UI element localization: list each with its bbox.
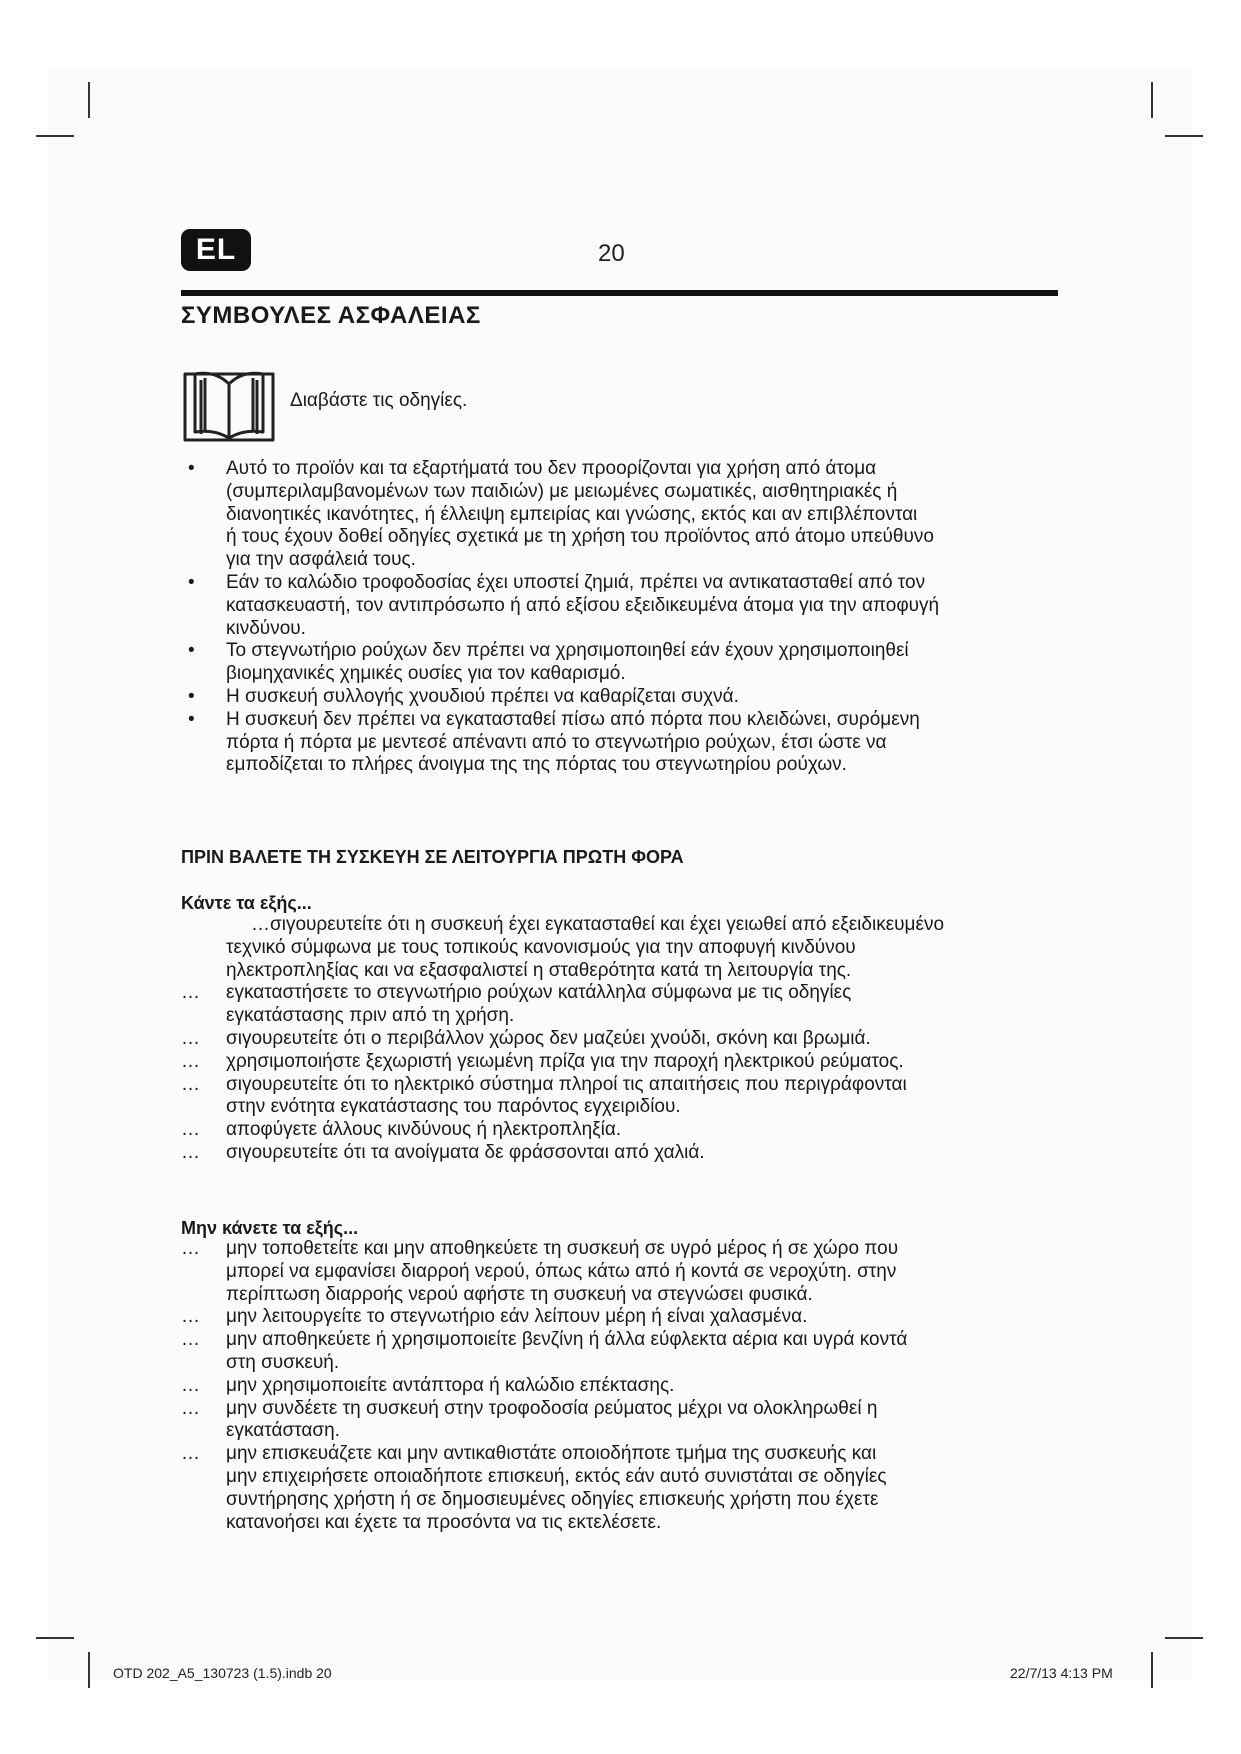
list-item-line: μην χρησιμοποιείτε αντάπτορα ή καλώδιο επέκτασης.: [226, 1374, 675, 1396]
list-item-line: ή τους έχουν δοθεί οδηγίες σχετικά με τη χρήση του προϊόντος από άτομο υπεύθυνο: [226, 526, 934, 548]
list-marker: …: [181, 1027, 200, 1049]
list-marker: •: [188, 685, 195, 707]
list-item-line: αποφύγετε άλλους κινδύνους ή ηλεκτροπληξία.: [226, 1119, 622, 1141]
open-book-icon: [183, 362, 275, 442]
list-item-line: μπορεί να εμφανίσει διαρροή νερού, όπως κάτω από ή κοντά σε νεροχύτη. στην: [226, 1260, 897, 1282]
list-item-line: κινδύνου.: [226, 617, 306, 639]
page-number: 20: [598, 240, 625, 267]
list-item-line: Η συσκευή συλλογής χνουδιού πρέπει να καθαρίζεται συχνά.: [226, 685, 739, 707]
list-item-line: κατασκευαστή, τον αντιπρόσωπο ή από εξίσου εξειδικευμένα άτομα για την αποφυγή: [226, 594, 940, 616]
list-item-line: περίπτωση διαρροής νερού αφήστε τη συσκευή να στεγνώσει φυσικά.: [226, 1283, 813, 1305]
do-heading: Κάντε τα εξής...: [181, 893, 312, 913]
crop-mark-top-right-h: [1165, 135, 1203, 137]
list-marker: •: [188, 458, 195, 479]
list-item: [181, 1238, 907, 1306]
list-item-line: Αυτό το προϊόν και τα εξαρτήματά του δεν προορίζονται για χρήση από άτομα: [226, 458, 877, 479]
list-item: [181, 1398, 907, 1444]
list-item: [181, 1329, 907, 1375]
list-item: [181, 572, 939, 640]
list-marker: •: [188, 640, 195, 662]
list-marker: …: [181, 1329, 200, 1351]
list-item-line: σιγουρευτείτε ότι ο περιβάλλον χώρος δεν μαζεύει χνούδι, σκόνη και βρωμιά.: [226, 1027, 871, 1049]
list-item-line: βιομηχανικές χημικές ουσίες για τον καθαρισμό.: [226, 663, 626, 685]
list-marker: …: [181, 1119, 200, 1141]
list-item-line: εγκατάστασης πριν από τη χρήση.: [226, 1005, 515, 1027]
list-item-line: ηλεκτροπληξίας και να εξασφαλιστεί η σταθερότητα κατά τη λειτουργία της.: [226, 959, 852, 981]
list-item-line: μην επιχειρήσετε οποιαδήποτε επισκευή, εκτός εάν αυτό συνιστάται σε οδηγίες: [226, 1465, 887, 1487]
footer-timestamp: 22/7/13 4:13 PM: [1010, 1665, 1113, 1681]
list-item-line: πόρτα ή πόρτα με μεντεσέ απέναντι από το στεγνωτήριο ρούχων, έτσι ώστε να: [226, 731, 887, 753]
list-item-line: διανοητικές ικανότητες, ή έλλειψη εμπειρίας και γνώσης, εκτός και αν επιβλέπονται: [226, 503, 918, 525]
crop-mark-top-left-h: [36, 135, 74, 137]
list-item: [181, 640, 939, 686]
list-marker: •: [188, 571, 195, 593]
crop-mark-top-left-v: [88, 82, 90, 118]
list-item-line: εμποδίζεται το πλήρες άνοιγμα της της πόρτας του στεγνωτηρίου ρούχων.: [226, 754, 847, 776]
list-marker: …: [181, 982, 200, 1004]
list-item-line: σιγουρευτείτε ότι τα ανοίγματα δε φράσσονται από χαλιά.: [226, 1141, 705, 1163]
list-item-line: μην λειτουργείτε το στεγνωτήριο εάν λείπουν μέρη ή είναι χαλασμένα.: [226, 1306, 808, 1328]
list-item: [181, 458, 939, 572]
list-marker: …: [181, 1374, 200, 1396]
list-marker: …: [181, 1397, 200, 1419]
list-marker: •: [188, 708, 195, 730]
list-item: [181, 982, 944, 1028]
first-use-title: ΠΡΙΝ ΒΑΛΕΤΕ ΤΗ ΣΥΣΚΕΥΗ ΣΕ ΛΕΙΤΟΥΡΓΙΑ ΠΡΩΤΗ ΦΟΡΑ: [181, 847, 684, 867]
list-item-line: μην συνδέετε τη συσκευή στην τροφοδοσία ρεύματος μέχρι να ολοκληρωθεί η: [226, 1397, 878, 1419]
read-instructions: Διαβάστε τις οδηγίες.: [290, 390, 468, 411]
list-marker: …: [181, 1443, 200, 1465]
list-item-line: μην αποθηκεύετε ή χρησιμοποιείτε βενζίνη ή άλλα εύφλεκτα αέρια και υγρά κοντά: [226, 1329, 908, 1351]
list-item-line: μην επισκευάζετε και μην αντικαθιστάτε οποιοδήποτε τμήμα της συσκευής και: [226, 1443, 877, 1465]
list-item-line: (συμπεριλαμβανομένων των παιδιών) με μειωμένες σωματικές, αισθητηριακές ή: [226, 480, 898, 502]
list-item-line: εγκατάσταση.: [226, 1420, 340, 1442]
do-list: [181, 914, 944, 1165]
list-item: [181, 914, 944, 982]
dont-heading: Μην κάνετε τα εξής...: [181, 1218, 359, 1238]
list-item: [181, 1074, 944, 1120]
list-marker: …: [181, 1238, 200, 1259]
crop-mark-bottom-right-v: [1151, 1652, 1153, 1688]
crop-mark-bottom-left-h: [36, 1637, 74, 1639]
list-marker: …: [181, 1306, 200, 1328]
list-item-line: μην τοποθετείτε και μην αποθηκεύετε τη συσκευή σε υγρό μέρος ή σε χώρο που: [226, 1238, 899, 1259]
list-marker: …: [181, 1073, 200, 1095]
list-item-line: κατανοήσει και έχετε τα προσόντα να τις εκτελέσετε.: [226, 1511, 662, 1533]
list-item: [181, 1375, 907, 1398]
list-item-line: …σιγουρευτείτε ότι η συσκευή έχει εγκατασταθεί και έχει γειωθεί από εξειδικευμένο: [251, 914, 945, 935]
list-item-line: Εάν το καλώδιο τροφοδοσίας έχει υποστεί ζημιά, πρέπει να αντικατασταθεί από τον: [226, 571, 926, 593]
list-item-line: για την ασφάλειά τους.: [226, 549, 416, 571]
list-item: [181, 1051, 944, 1074]
list-item: [181, 1142, 944, 1165]
language-badge: EL: [181, 229, 251, 271]
crop-mark-top-right-v: [1151, 82, 1153, 118]
list-item-line: Η συσκευή δεν πρέπει να εγκατασταθεί πίσω από πόρτα που κλειδώνει, συρόμενη: [226, 708, 920, 730]
header-rule: [181, 290, 1058, 296]
dont-list: [181, 1238, 907, 1534]
footer-file-info: OTD 202_A5_130723 (1.5).indb 20: [113, 1665, 332, 1681]
list-item-line: σιγουρευτείτε ότι το ηλεκτρικό σύστημα πληροί τις απαιτήσεις που περιγράφονται: [226, 1073, 907, 1095]
list-item-line: Το στεγνωτήριο ρούχων δεν πρέπει να χρησιμοποιηθεί εάν έχουν χρησιμοποιηθεί: [226, 640, 909, 662]
list-item-line: στη συσκευή.: [226, 1351, 340, 1373]
list-item: [181, 1443, 907, 1534]
list-item: [181, 686, 939, 709]
list-item-line: χρησιμοποιήστε ξεχωριστή γειωμένη πρίζα για την παροχή ηλεκτρικού ρεύματος.: [226, 1050, 904, 1072]
list-item: [181, 1306, 907, 1329]
list-marker: …: [181, 1141, 200, 1163]
list-item-line: στην ενότητα εγκατάστασης του παρόντος εγχειριδίου.: [226, 1096, 681, 1118]
crop-mark-bottom-right-h: [1165, 1637, 1203, 1639]
safety-bullets: [181, 458, 939, 777]
list-item-line: συντήρησης χρήστη ή σε δημοσιευμένες οδηγίες επισκευής χρήστη που έχετε: [226, 1488, 879, 1510]
list-item-line: εγκαταστήσετε το στεγνωτήριο ρούχων κατάλληλα σύμφωνα με τις οδηγίες: [226, 982, 852, 1004]
list-item: [181, 709, 939, 777]
list-item: [181, 1119, 944, 1142]
crop-mark-bottom-left-v: [88, 1652, 90, 1688]
list-item-line: τεχνικό σύμφωνα με τους τοπικούς κανονισμούς για την αποφυγή κινδύνου: [226, 936, 856, 958]
safety-title: ΣΥΜΒΟΥΛΕΣ ΑΣΦΑΛΕΙΑΣ: [181, 302, 481, 329]
list-marker: …: [181, 1050, 200, 1072]
list-item: [181, 1028, 944, 1051]
